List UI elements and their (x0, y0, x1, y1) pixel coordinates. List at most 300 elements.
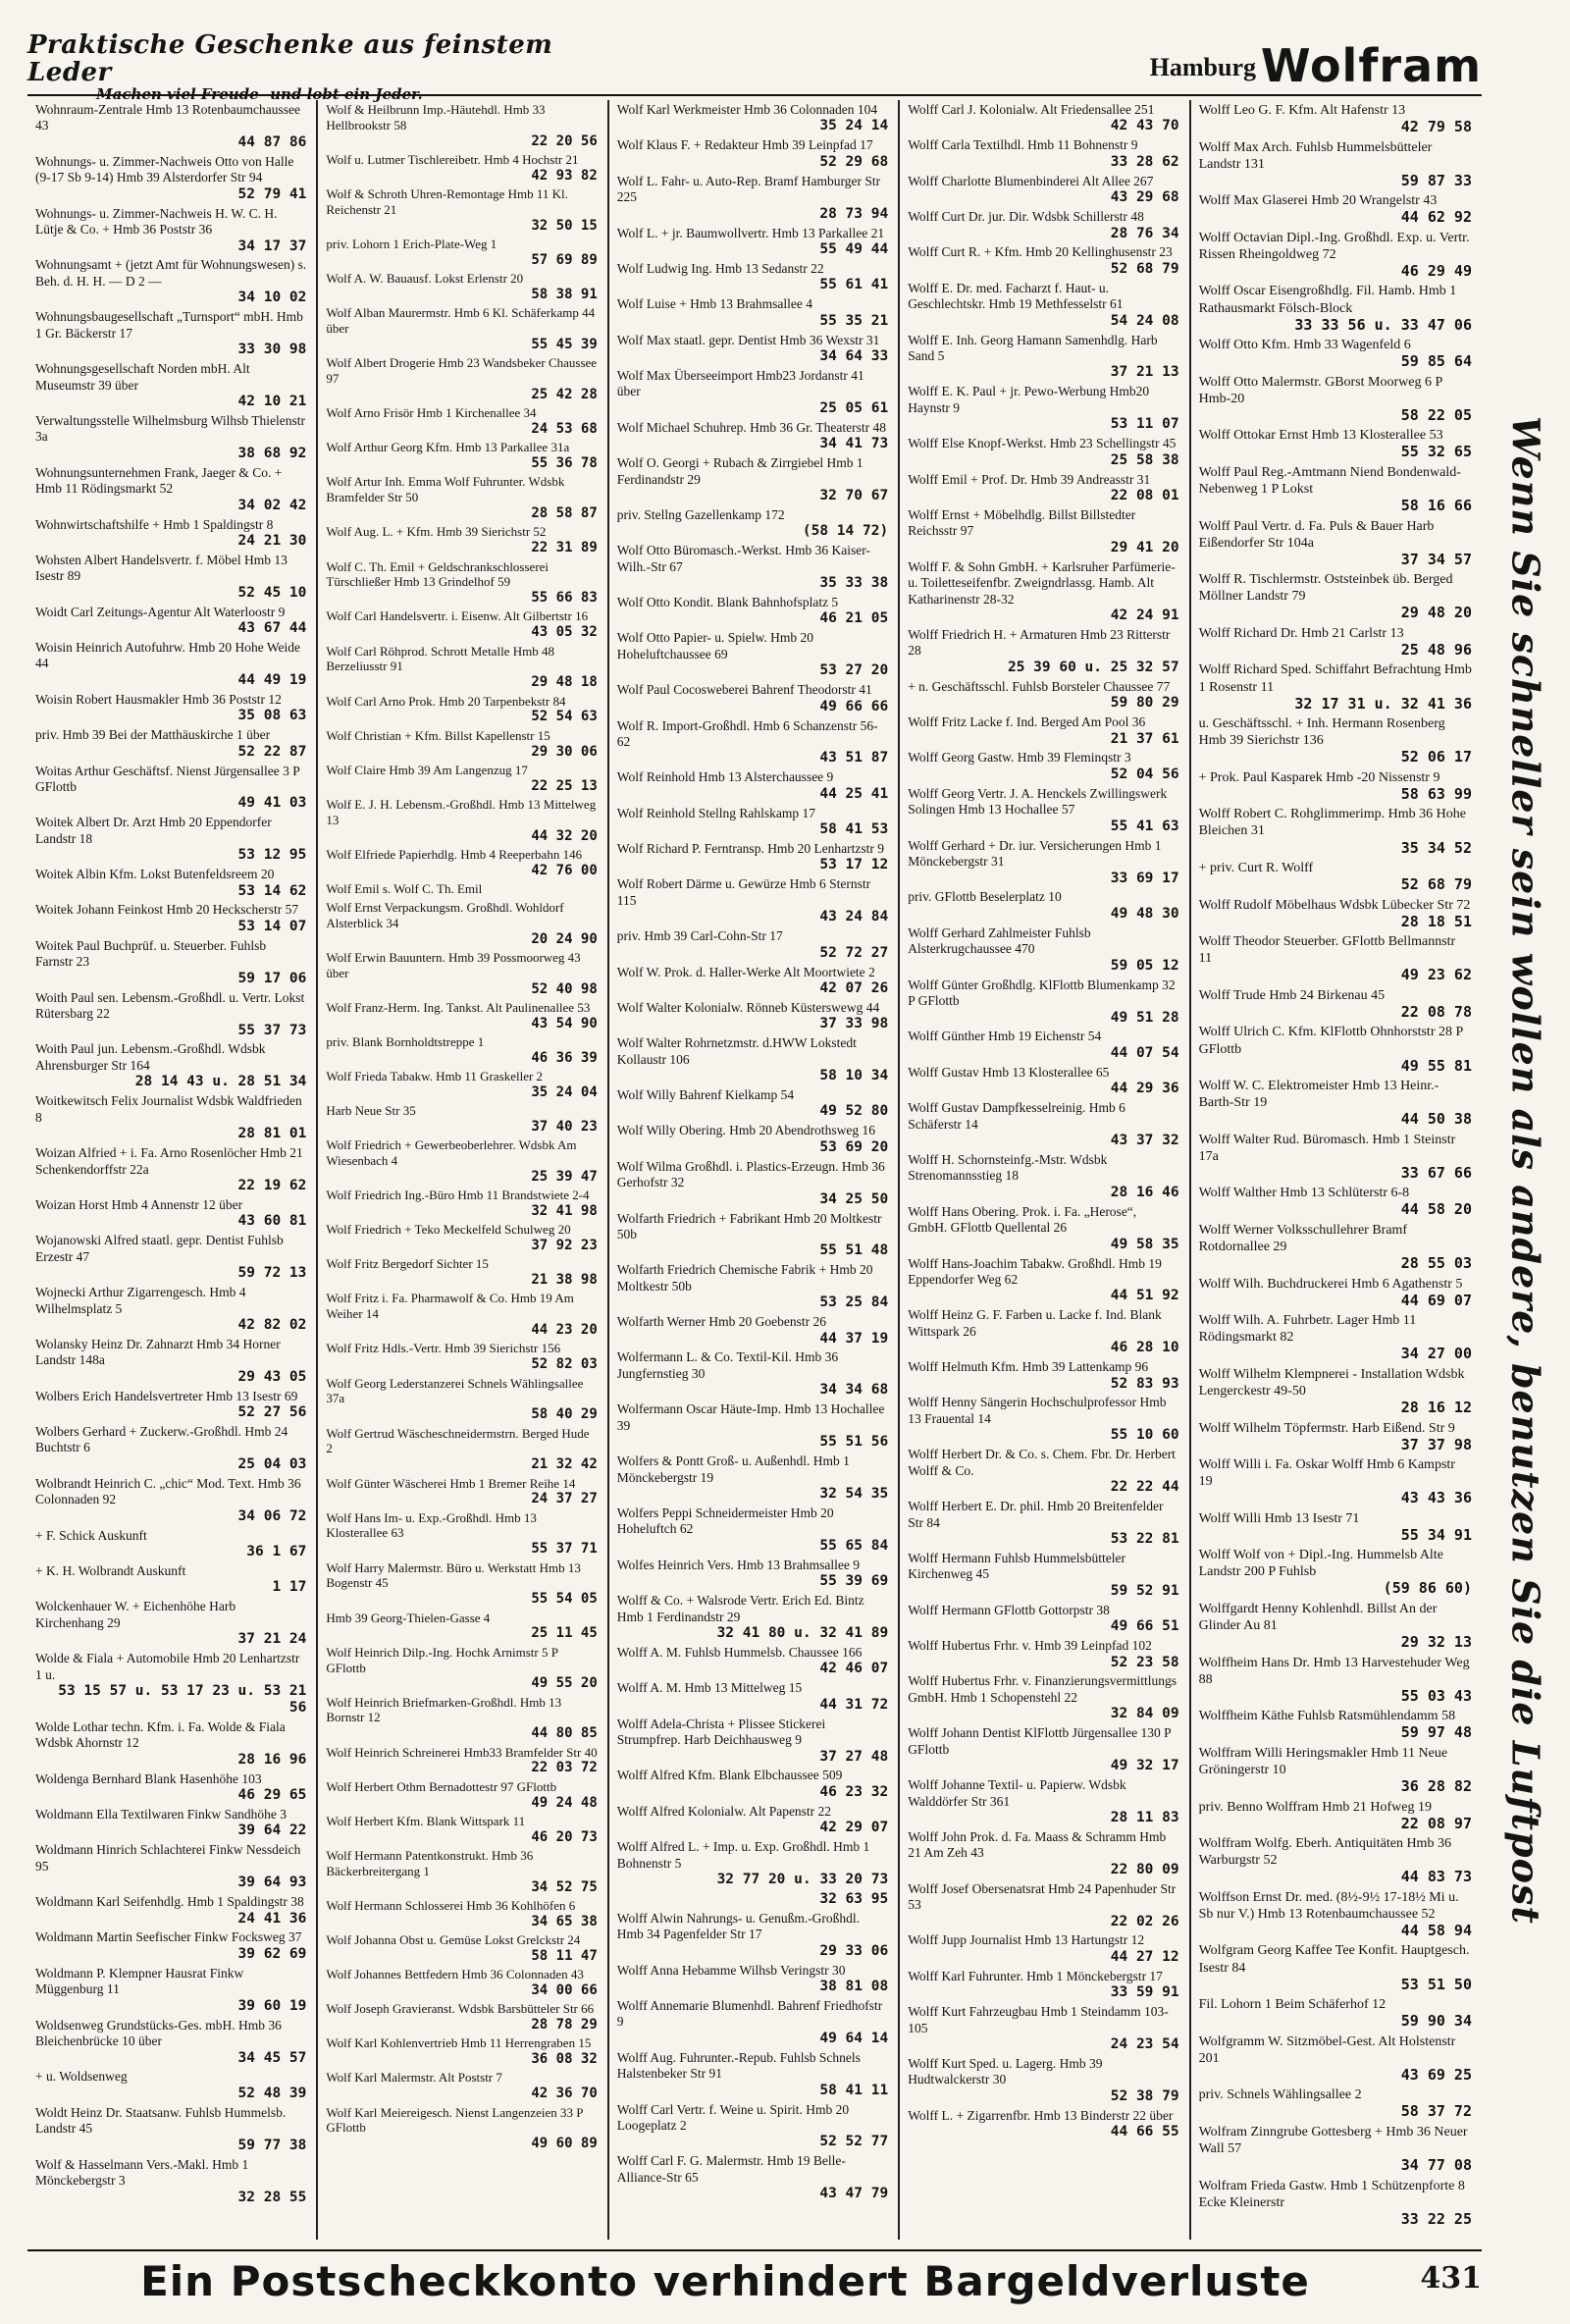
entry-text: Wolff & Co. + Walsrode Vertr. Erich Ed. Bintz Hmb 1 Ferdinandstr 29 (616, 1593, 864, 1624)
directory-entry (1199, 102, 1472, 136)
directory-entry (908, 1307, 1178, 1356)
directory-entry (617, 1087, 888, 1120)
directory-entry (617, 1505, 888, 1555)
entry-phone: 52 48 39 (237, 2085, 307, 2101)
directory-entry (617, 1123, 888, 1155)
entry-text: Wolff Carl Vertr. f. Weine u. Spirit. Hmb 20 Loogeplatz 2 (616, 2101, 850, 2133)
entry-phone: 52 68 79 (1110, 260, 1179, 277)
entry-phone: 42 10 21 (237, 394, 307, 409)
entry-text: Wolfgramm W. Sitzmöbel-Gest. Alt Holstenstr 201 (1198, 2034, 1456, 2066)
directory-entry (35, 553, 306, 602)
entry-phone: 29 33 06 (819, 1942, 889, 1959)
entry-phone: 53 15 57 u. 53 17 23 u. 53 21 56 (58, 1683, 307, 1716)
directory-entry (1199, 2086, 1472, 2121)
entry-phone: 28 76 34 (1110, 225, 1179, 241)
directory-entry (908, 244, 1178, 277)
entry-text: priv. Schnels Wählingsallee 2 (1198, 2087, 1362, 2103)
entry-text: Wolf Friedrich + Gewerbeoberlehrer. Wdsbk Am Wiesenbach 4 (326, 1137, 577, 1169)
directory-entry (908, 1551, 1178, 1600)
entry-text: Wolff Otto Malermstr. GBorst Moorweg 6 P Hmb-20 (1198, 374, 1442, 406)
entry-phone: 52 29 68 (819, 153, 889, 170)
entry-phone: 46 36 39 (531, 1049, 598, 1066)
directory-entry (1199, 1655, 1472, 1706)
directory-entry (908, 209, 1178, 241)
directory-entry (908, 1603, 1178, 1635)
entry-phone: 49 48 30 (1110, 905, 1179, 922)
directory-entry (908, 889, 1178, 922)
directory-entry (1199, 1996, 1472, 2031)
entry-text: Wolfgram Georg Kaffee Tee Konfit. Hauptgesch. Isestr 84 (1198, 1943, 1470, 1976)
entry-phone: 29 48 18 (531, 674, 598, 691)
directory-entry (617, 420, 888, 452)
directory-entry (35, 1476, 306, 1525)
entry-text: Wolf Otto Papier- u. Spielw. Hmb 20 Hoheluftchaussee 69 (616, 630, 814, 661)
entry-text: Wolf & Schroth Uhren-Remontage Hmb 11 Kl. Reichenstr 21 (326, 186, 568, 217)
entry-text: Wolf Georg Lederstanzerei Schnels Wählingsallee 37a (326, 1375, 584, 1406)
directory-entry (326, 2035, 597, 2067)
entry-text: Wolff Octavian Dipl.-Ing. Großhdl. Exp. u. Vertr. Rissen Rheingoldweg 72 (1198, 230, 1470, 262)
entry-phone: 36 08 32 (531, 2051, 598, 2068)
entry-phone: 49 23 62 (1400, 966, 1472, 984)
entry-text: Wolckenhauer W. + Eichenhöhe Harb Kirchenhang 29 (35, 1599, 236, 1630)
page-number: 431 (1420, 2261, 1482, 2296)
entry-text: Woldmann Martin Seefischer Finkw Focksweg 37 (35, 1929, 302, 1945)
entry-text: Harb Neue Str 35 (326, 1103, 416, 1119)
directory-entry (326, 644, 597, 691)
entry-text: Wohnraum-Zentrale Hmb 13 Rotenbaumchaussee 43 (35, 102, 300, 133)
entry-phone: 33 69 17 (1110, 870, 1179, 886)
entry-text: Wolf Johannes Bettfedern Hmb 36 Colonnaden 43 (326, 1967, 584, 1982)
entry-text: Wolff Paul Reg.-Amtmann Niend Bondenwald-Nebenweg 1 P Lokst (1198, 464, 1461, 498)
directory-entry (908, 1881, 1178, 1930)
directory-entry (326, 524, 597, 555)
entry-text: Wolf Arthur Georg Kfm. Hmb 13 Parkallee 31a (326, 440, 570, 455)
directory-entry (1199, 860, 1472, 894)
entry-phone: 49 24 48 (531, 1794, 598, 1811)
directory-entry (1199, 1312, 1472, 1363)
entry-text: Wolf Carl Röhprod. Schrott Metalle Hmb 48 Berzeliusstr 91 (326, 643, 554, 674)
directory-entry (1199, 1456, 1472, 1507)
directory-entry (35, 1528, 306, 1560)
entry-phone: 55 65 84 (819, 1537, 889, 1554)
entry-phone: 28 11 83 (1110, 1809, 1179, 1825)
directory-entry (326, 440, 597, 471)
directory-entry (908, 559, 1178, 624)
directory-entry (35, 1842, 306, 1891)
entry-phone: 35 34 52 (1400, 838, 1472, 857)
directory-entry (326, 1695, 597, 1742)
entry-text: Wolf Fritz i. Fa. Pharmawolf & Co. Hmb 19 Am Weiher 14 (326, 1291, 574, 1322)
directory-entry (617, 1211, 888, 1260)
directory-entry (1199, 625, 1472, 660)
directory-entry (617, 226, 888, 258)
entry-phone: 39 64 22 (237, 1822, 307, 1839)
entry-text: Wolf Otto Kondit. Blank Bahnhofsplatz 5 (616, 595, 839, 609)
entry-text: Wolfram Frieda Gastw. Hmb 1 Schützenpforte 8 Ecke Kleinerstr (1198, 2178, 1465, 2210)
airmail-ad-text: Wenn Sie schneller sein wollen als andere, benutzen Sie die Luftpost (1503, 415, 1548, 1925)
directory-entry (617, 137, 888, 170)
entry-text: Wolf O. Georgi + Rubach & Zirrgiebel Hmb 1 Ferdinandstr 29 (616, 455, 864, 487)
entry-text: Wolff A. M. Fuhlsb Hummelsb. Chaussee 166 (616, 1644, 863, 1660)
entry-phone: 29 48 20 (1400, 604, 1472, 622)
entry-text: Woldmann Hinrich Schlachterei Finkw Nessdeich 95 (35, 1842, 301, 1874)
entry-text: Wolfes Heinrich Vers. Hmb 13 Brahmsallee 9 (616, 1557, 861, 1572)
entry-phone: 53 17 12 (819, 857, 889, 873)
entry-text: Wolff Wolf von + Dipl.-Ing. Hummelsb Alte Landstr 200 P Fuhlsb (1198, 1548, 1443, 1580)
directory-entry (1199, 715, 1472, 766)
directory-entry (326, 1476, 597, 1507)
entry-phone: 52 38 79 (1110, 2087, 1179, 2104)
directory-entry (326, 1222, 597, 1253)
entry-text: Wolff Johanne Textil- u. Papierw. Wdsbk Walddörfer Str 361 (908, 1777, 1126, 1809)
directory-entry (908, 472, 1178, 504)
entry-text: Wolbrandt Heinrich C. „chic“ Mod. Text. Hmb 36 Colonnaden 92 (35, 1475, 301, 1507)
entry-text: Wolf Alban Maurermstr. Hmb 6 Kl. Schäferkamp 44 über (326, 305, 596, 337)
directory-entry (1199, 337, 1472, 371)
entry-phone: 25 39 60 u. 25 32 57 (1007, 659, 1179, 675)
entry-phone: 46 20 73 (531, 1828, 598, 1845)
entry-phone: 32 77 20 u. 33 20 73 (716, 1872, 889, 1887)
entry-text: Wolf Otto Büromasch.-Werkst. Hmb 36 Kaiser-Wilh.-Str 67 (616, 543, 870, 574)
entry-phone: 49 51 28 (1110, 1009, 1179, 1026)
entry-text: Wolfarth Friedrich + Fabrikant Hmb 20 Moltkestr 50b (616, 1210, 882, 1241)
entry-phone: 55 51 48 (819, 1242, 889, 1259)
entry-phone: 43 47 79 (819, 2186, 889, 2202)
entry-text: Wolff Karl Fuhrunter. Hmb 1 Mönckebergstr 17 (908, 1968, 1163, 1983)
entry-phone: 49 52 80 (819, 1103, 889, 1120)
entry-phone: 44 27 12 (1110, 1948, 1179, 1965)
entry-phone: 35 24 14 (819, 118, 889, 134)
directory-entry (1199, 1276, 1472, 1310)
directory-entry (326, 1103, 597, 1135)
directory-entry (326, 1069, 597, 1100)
entry-text: Wolff Trude Hmb 24 Birkenau 45 (1198, 987, 1386, 1003)
entry-text: Wolff Johann Dentist KlFlottb Jürgensallee 130 P GFlottb (908, 1725, 1172, 1757)
entry-phone: 52 27 56 (237, 1404, 307, 1421)
entry-text: Wolff Willi i. Fa. Oskar Wolff Hmb 6 Kampstr 19 (1198, 1457, 1455, 1490)
entry-text: Woizan Alfried + i. Fa. Arno Rosenlöcher Hmb 21 Schenkendorffstr 22a (35, 1145, 303, 1177)
entry-phone: 43 67 44 (237, 620, 307, 637)
directory-entry (1199, 1420, 1472, 1454)
directory-entry (617, 368, 888, 417)
entry-text: Wolff Alfred Kfm. Blank Elbchaussee 509 (616, 1768, 843, 1783)
entry-phone: 1 17 (272, 1579, 307, 1596)
entry-text: Wolff Friedrich H. + Armaturen Hmb 23 Ritterstr 28 (908, 626, 1171, 659)
entry-text: Wolansky Heinz Dr. Zahnarzt Hmb 34 Horner Landstr 148a (35, 1336, 281, 1368)
directory-entry (617, 2050, 888, 2099)
directory-entry (326, 728, 597, 760)
directory-entry (326, 1967, 597, 1998)
entry-text: Wolff Otto Kfm. Hmb 33 Wagenfeld 6 (1198, 338, 1411, 353)
entry-phone: 59 80 29 (1110, 695, 1179, 712)
entry-phone: 59 17 06 (237, 970, 307, 986)
directory-entry (35, 1599, 306, 1648)
entry-phone: 52 22 87 (237, 743, 307, 760)
directory-entry (617, 333, 888, 365)
entry-text: Wolf Wilma Großhdl. i. Plastics-Erzeugn. Hmb 36 Gerhofstr 32 (616, 1158, 885, 1190)
entry-text: Woitas Arthur Geschäftsf. Nienst Jürgensallee 3 P GFlottb (35, 763, 300, 794)
entry-phone: 29 41 20 (1110, 539, 1179, 555)
entry-phone: 32 54 35 (819, 1486, 889, 1503)
directory-entry (35, 938, 306, 987)
entry-phone: 25 05 61 (819, 399, 889, 416)
directory-entry (617, 1314, 888, 1347)
entry-phone: 24 53 68 (531, 421, 598, 438)
entry-text: Wolf Karl Kohlenvertrieb Hmb 11 Herrengraben 15 (326, 2035, 592, 2051)
entry-phone: 55 37 71 (531, 1541, 598, 1558)
entry-phone: 52 40 98 (531, 980, 598, 997)
directory-entry (35, 517, 306, 550)
directory-entry (908, 627, 1178, 676)
entry-text: priv. Lohorn 1 Erich-Plate-Weg 1 (326, 237, 497, 252)
entry-text: Wolff Richard Sped. Schiffahrt Befrachtung Hmb 1 Rosenstr 11 (1198, 662, 1472, 695)
entry-text: Wolf Aug. L. + Kfm. Hmb 39 Sierichstr 52 (326, 524, 547, 540)
entry-phone: 34 27 00 (1400, 1345, 1472, 1363)
entry-text: Wolf W. Prok. d. Haller-Werke Alt Moortwiete 2 (616, 964, 875, 979)
entry-text: Wolfermann L. & Co. Textil-Kil. Hmb 36 Jungfernstieg 30 (616, 1349, 839, 1381)
directory-entry (617, 1911, 888, 1960)
entry-phone: 44 58 20 (1400, 1200, 1472, 1219)
entry-phone: 43 60 81 (237, 1213, 307, 1230)
entry-phone: 42 43 70 (1110, 118, 1179, 134)
entry-phone: 22 08 97 (1400, 1814, 1472, 1832)
entry-phone: 33 30 98 (237, 342, 307, 358)
ad-line-1: Praktische Geschenke aus feinstem Leder (27, 30, 553, 87)
entry-text: Wolff Ottokar Ernst Hmb 13 Klosterallee 53 (1198, 428, 1443, 444)
entry-text: Wolff Wilhelm Klempnerei - Installation Wdsbk Lengerckestr 49-50 (1198, 1366, 1465, 1399)
entry-text: Wolf L. Fahr- u. Auto-Rep. Bramf Hamburger Str 225 (616, 173, 881, 205)
entry-phone: 24 41 36 (237, 1910, 307, 1927)
entry-text: Wolff E. K. Paul + jr. Pewo-Werbung Hmb20 Haynstr 9 (908, 384, 1150, 415)
entry-phone: 58 40 29 (531, 1406, 598, 1423)
entry-phone: 22 19 62 (237, 1178, 307, 1193)
entry-text: Wolff R. Tischlermstr. Oststeinbek üb. Berged Möllner Landstr 79 (1198, 572, 1453, 605)
column-2 (318, 100, 608, 2240)
entry-text: Wolf Reinhold Stellng Rahlskamp 17 (616, 805, 815, 820)
entry-phone: 58 38 91 (531, 287, 598, 303)
entry-text: Wolf Reinhold Hmb 13 Alsterchaussee 9 (616, 769, 834, 785)
directory-entry (35, 1389, 306, 1421)
directory-entry (617, 1262, 888, 1311)
directory-entry (35, 727, 306, 760)
directory-entry (908, 333, 1178, 382)
entry-text: Wolf Max Überseeimport Hmb23 Jordanstr 41 über (616, 367, 864, 399)
entry-text: Wolf Erwin Bauuntern. Hmb 39 Possmoorweg 43 über (326, 949, 581, 980)
entry-phone: 52 23 58 (1110, 1654, 1179, 1670)
entry-text: Wolde & Fiala + Automobile Hmb 20 Lenhartzstr 1 u. (35, 1651, 300, 1682)
entry-phone: 34 10 02 (237, 290, 307, 306)
entry-phone: 55 54 05 (531, 1591, 598, 1608)
entry-phone: 34 25 50 (819, 1190, 889, 1207)
footer-ad: Ein Postscheckkonto verhindert Bargeldverluste (140, 2257, 1310, 2305)
entry-phone: 29 43 05 (237, 1368, 307, 1385)
entry-phone: 53 11 07 (1110, 416, 1179, 433)
directory-entry (617, 102, 888, 134)
entry-text: Wolff Kurt Fahrzeugbau Hmb 1 Steindamm 103-105 (908, 2004, 1169, 2035)
entry-text: priv. Benno Wolffram Hmb 21 Hofweg 19 (1198, 1799, 1432, 1815)
directory-entry (908, 174, 1178, 206)
entry-text: Wolff Günther Hmb 19 Eichenstr 54 (908, 1029, 1102, 1044)
entry-phone: 53 12 95 (237, 847, 307, 864)
directory-entry (908, 281, 1178, 330)
directory-entry (326, 950, 597, 997)
entry-phone: 43 51 87 (819, 750, 889, 766)
entry-phone: 58 63 99 (1400, 784, 1472, 803)
entry-text: Wolfermann Oscar Häute-Imp. Hmb 13 Hochallee 39 (616, 1401, 885, 1433)
entry-phone: 52 04 56 (1110, 766, 1179, 782)
entry-phone: 53 69 20 (819, 1138, 889, 1155)
entry-phone: 21 32 42 (531, 1456, 598, 1473)
entry-text: Wolff Carl J. Kolonialw. Alt Friedensallee 251 (908, 102, 1155, 117)
directory-entry (908, 384, 1178, 433)
directory-entry (908, 1673, 1178, 1722)
entry-text: Wolf Gertrud Wäscheschneidermstrn. Berged Hude 2 (326, 1425, 590, 1456)
entry-phone: 49 58 35 (1110, 1236, 1179, 1252)
entry-phone: 42 29 07 (819, 1820, 889, 1836)
entry-phone: 46 29 65 (237, 1787, 307, 1804)
entry-text: Wolff Gustav Hmb 13 Klosterallee 65 (908, 1064, 1110, 1080)
directory-entry (35, 1651, 306, 1717)
directory-entry (35, 2105, 306, 2154)
directory-entry (1199, 1601, 1472, 1652)
entry-text: Wolff Alfred Kolonialw. Alt Papenstr 22 (616, 1803, 832, 1819)
entry-phone: 37 27 48 (819, 1748, 889, 1765)
directory-entry (35, 764, 306, 813)
entry-text: Wolff Wilh. Buchdruckerei Hmb 6 Agathenstr 5 (1198, 1276, 1463, 1292)
airmail-ad (1482, 100, 1570, 2240)
directory-entry (617, 595, 888, 627)
entry-phone: 37 37 98 (1400, 1435, 1472, 1453)
entry-phone: 46 23 32 (819, 1783, 889, 1800)
entry-phone: 49 55 81 (1400, 1056, 1472, 1075)
entry-phone: 37 21 13 (1110, 364, 1179, 381)
entry-text: Wolf & Hasselmann Vers.-Makl. Hmb 1 Mönckebergstr 3 (35, 2156, 249, 2189)
entry-phone: 43 37 32 (1110, 1133, 1179, 1148)
city-label: Hamburg (1149, 53, 1256, 81)
entry-text: Wolff Werner Volksschullehrer Bramf Rotdornallee 29 (1198, 1222, 1408, 1255)
entry-text: Woitkewitsch Felix Journalist Wdsbk Waldfrieden 8 (35, 1093, 302, 1125)
entry-phone: 58 41 11 (819, 2082, 889, 2098)
directory-entry (908, 714, 1178, 747)
entry-text: Wolff Gerhard + Dr. iur. Versicherungen Hmb 1 Mönckebergstr 31 (908, 837, 1162, 870)
entry-phone: 44 87 86 (237, 133, 307, 150)
entry-text: Woitek Johann Feinkost Hmb 20 Heckscherstr 57 (35, 902, 299, 918)
entry-phone: 55 66 83 (531, 590, 598, 607)
directory-entry (1199, 987, 1472, 1022)
entry-text: Wolf Fritz Bergedorf Sichter 15 (326, 1256, 489, 1272)
entry-text: Wolf A. W. Bauausf. Lokst Erlenstr 20 (326, 271, 524, 287)
entry-text: Wolf Luise + Hmb 13 Brahmsallee 4 (616, 296, 813, 312)
directory-entry (326, 474, 597, 521)
entry-phone: 44 07 54 (1110, 1044, 1179, 1061)
directory-entry (1199, 769, 1472, 804)
directory-entry (1199, 427, 1472, 461)
entry-phone: 36 28 82 (1400, 1777, 1472, 1796)
entry-phone: 55 39 69 (819, 1573, 889, 1590)
directory-entry (1199, 1366, 1472, 1417)
entry-phone: 22 02 26 (1110, 1913, 1179, 1929)
entry-text: Wolf Richard P. Ferntransp. Hmb 20 Lenhartzstr 9 (616, 841, 885, 856)
directory-entry (35, 361, 306, 410)
entry-phone: 53 14 07 (237, 918, 307, 934)
entry-phone: 32 70 67 (819, 487, 889, 503)
entry-text: Wolf L. + jr. Baumwollvertr. Hmb 13 Parkallee 21 (616, 225, 885, 240)
entry-phone: 46 29 49 (1400, 261, 1472, 280)
entry-text: Wolff Josef Obersenatsrat Hmb 24 Papenhuder Str 53 (908, 1880, 1177, 1913)
entry-phone: 55 45 39 (531, 336, 598, 352)
entry-phone: 55 61 41 (819, 277, 889, 293)
entry-text: Woisin Heinrich Autofuhrw. Hmb 20 Hohe Weide 44 (35, 640, 301, 671)
directory-entry (908, 786, 1178, 835)
entry-phone: 53 27 20 (819, 662, 889, 679)
directory-entry (908, 2056, 1178, 2105)
entry-phone: 42 07 26 (819, 979, 889, 996)
entry-phone: 28 81 01 (237, 1126, 307, 1142)
entry-text: Wolff A. M. Hmb 13 Mittelweg 15 (616, 1680, 803, 1696)
entry-phone: 22 80 09 (1110, 1861, 1179, 1877)
column-4 (900, 100, 1190, 2240)
entry-text: Wolf E. J. H. Lebensm.-Großhdl. Hmb 13 Mittelweg 13 (326, 796, 597, 827)
directory-entry (617, 841, 888, 873)
entry-phone: 44 69 07 (1400, 1291, 1472, 1309)
directory-entry (908, 2004, 1178, 2053)
entry-phone: 28 73 94 (819, 205, 889, 222)
entry-text: Wolff Carl F. G. Malermstr. Hmb 19 Belle-Alliance-Str 65 (616, 2153, 846, 2185)
entry-phone: 22 20 56 (531, 132, 598, 149)
entry-text: Wolff Charlotte Blumenbinderei Alt Allee 267 (908, 173, 1154, 188)
entry-text: Wolff Carla Textilhdl. Hmb 11 Bohnenstr 9 (908, 137, 1138, 153)
entry-text: Wolff Herbert Dr. & Co. s. Chem. Fbr. Dr. Herbert Wolff & Co. (908, 1447, 1176, 1478)
entry-text: Wolfarth Werner Hmb 20 Goebenstr 26 (616, 1314, 826, 1330)
entry-text: Wolf Ernst Verpackungsm. Großhdl. Wohldorf Alsterblick 34 (326, 899, 564, 930)
directory-entry (326, 694, 597, 725)
entry-phone: 29 30 06 (531, 743, 598, 760)
entry-text: Wolf Christian + Kfm. Billst Kapellenstr 15 (326, 727, 550, 743)
entry-phone: 25 11 45 (531, 1625, 598, 1642)
header-rule (27, 94, 1482, 96)
entry-phone: 33 28 62 (1110, 153, 1179, 170)
directory-entry (908, 1204, 1178, 1253)
entry-text: Wolf Claire Hmb 39 Am Langenzug 17 (326, 762, 528, 777)
directory-entry (326, 1779, 597, 1811)
directory-entry (35, 1285, 306, 1334)
entry-phone: 59 85 64 (1400, 352, 1472, 371)
entry-text: Wohnungsamt + (jetzt Amt für Wohnungswesen) s. Beh. d. H. H. — D 2 — (35, 257, 307, 289)
directory-entry (326, 900, 597, 947)
entry-text: Wolf Frieda Tabakw. Hmb 11 Graskeller 2 (326, 1068, 544, 1083)
directory-entry (1199, 2124, 1472, 2175)
entry-text: + u. Woldsenweg (35, 2069, 128, 2085)
entry-phone: 25 04 03 (237, 1455, 307, 1472)
directory-entry (617, 1558, 888, 1590)
entry-phone: 44 50 38 (1400, 1110, 1472, 1129)
directory-entry (1199, 1024, 1472, 1075)
entry-phone: 54 24 08 (1110, 312, 1179, 329)
entry-phone: 35 24 04 (531, 1083, 598, 1100)
entry-phone: 43 69 25 (1400, 2065, 1472, 2084)
entry-text: Wolde Lothar techn. Kfm. i. Fa. Wolde & Fiala Wdsbk Ahornstr 12 (35, 1718, 286, 1751)
directory-entry (326, 305, 597, 352)
surname-heading: Wolfram (1260, 39, 1482, 92)
directory-entry (1199, 230, 1472, 281)
entry-phone: 52 52 77 (819, 2134, 889, 2150)
entry-text: Wolff Gerhard Zahlmeister Fuhlsb Alsterkrugchaussee 470 (908, 924, 1091, 957)
entry-phone: 46 21 05 (819, 610, 889, 627)
directory-entry (35, 1145, 306, 1194)
directory-entry (326, 1256, 597, 1288)
entry-text: Wolf Karl Meiereigesch. Nienst Langenzeien 33 P GFlottb (326, 2104, 584, 2136)
entry-text: Wolf Franz-Herm. Ing. Tankst. Alt Paulinenallee 53 (326, 999, 591, 1015)
